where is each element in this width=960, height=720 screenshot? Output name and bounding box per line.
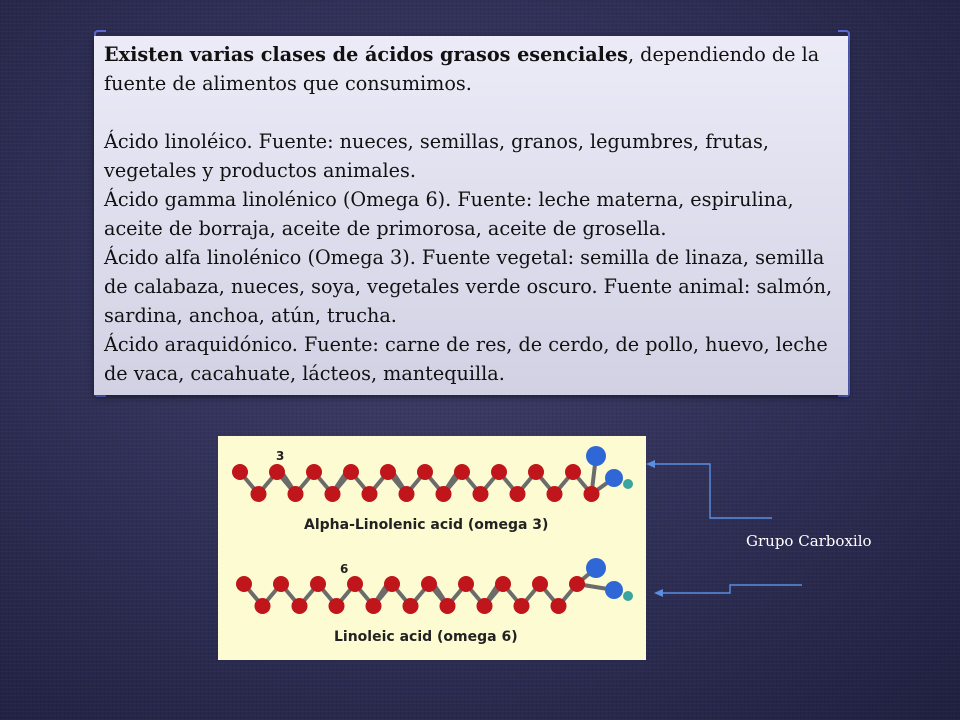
carbon-atom: [273, 576, 289, 592]
carbon-atom: [458, 576, 474, 592]
carbon-atom: [565, 464, 581, 480]
gamma-line: Ácido gamma linolénico (Omega 6). Fuente: leche materna, espirulina, aceite de borraja, aceite de primorosa, aceite de grosella.: [104, 188, 794, 240]
carbon-atom: [547, 486, 563, 502]
carbon-atom: [491, 464, 507, 480]
oxygen-atom: [586, 446, 606, 466]
carbon-atom: [362, 486, 378, 502]
molecule-diagram: [218, 436, 646, 660]
carbon-atom: [343, 464, 359, 480]
carbon-atom: [421, 576, 437, 592]
omega3-position-number: 3: [276, 449, 285, 463]
carbon-atom: [232, 464, 248, 480]
omega3-molecule: [232, 446, 633, 502]
hydrogen-atom: [623, 591, 633, 601]
carbon-atom: [329, 598, 345, 614]
oxygen-atom: [605, 469, 623, 487]
omega6-molecule: [236, 558, 633, 614]
carbon-atom: [269, 464, 285, 480]
arrow-line-lower: [660, 585, 802, 593]
omega3-label: Alpha-Linolenic acid (omega 3): [304, 517, 549, 533]
carbon-atom: [403, 598, 419, 614]
oxygen-atom: [586, 558, 606, 578]
carbon-atom: [288, 486, 304, 502]
carbon-atom: [454, 464, 470, 480]
carbon-atom: [255, 598, 271, 614]
arrow-head-lower: [654, 589, 663, 597]
carbon-atom: [551, 598, 567, 614]
carbon-atom: [366, 598, 382, 614]
paragraph-gap: [104, 98, 838, 127]
carboxyl-group-label: Grupo Carboxilo: [746, 532, 872, 550]
carbon-atom: [325, 486, 341, 502]
oxygen-atom: [605, 581, 623, 599]
content-textbox: [94, 36, 848, 395]
carbon-atom: [292, 598, 308, 614]
carbon-atom: [528, 464, 544, 480]
alfa-line: Ácido alfa linolénico (Omega 3). Fuente vegetal: semilla de linaza, semilla de calabaza, nueces, soya, vegetales verde oscuro. Fuente animal: salmón, sardina, anchoa, atún, trucha.: [104, 246, 833, 327]
carbon-atom: [380, 464, 396, 480]
carbon-atom: [584, 486, 600, 502]
intro-paragraph: [104, 40, 838, 98]
carbon-atom: [495, 576, 511, 592]
carbon-atom: [306, 464, 322, 480]
intro-bold-text: Existen varias clases de ácidos grasos esenciales: [104, 43, 628, 66]
carbon-atom: [236, 576, 252, 592]
omega6-label: Linoleic acid (omega 6): [334, 629, 518, 645]
carbon-atom: [399, 486, 415, 502]
carbon-atom: [384, 576, 400, 592]
carbon-atom: [310, 576, 326, 592]
carbon-atom: [532, 576, 548, 592]
carbon-atom: [347, 576, 363, 592]
omega6-position-number: 6: [340, 562, 349, 576]
carbon-atom: [514, 598, 530, 614]
carbon-atom: [251, 486, 267, 502]
intro-rest-text: , dependiendo de la fuente de alimentos que consumimos.: [104, 43, 820, 95]
carbon-atom: [477, 598, 493, 614]
carbon-atom: [510, 486, 526, 502]
linoleico-line: Ácido linoléico. Fuente: nueces, semillas, granos, legumbres, frutas, vegetales y productos animales.: [104, 130, 769, 182]
arrow-line-upper: [652, 464, 772, 518]
fatty-acid-figure: [218, 436, 646, 660]
carbon-atom: [569, 576, 585, 592]
araquidonico-line: Ácido araquidónico. Fuente: carne de res, de cerdo, de pollo, huevo, leche de vaca, cacahuate, lácteos, mantequilla.: [104, 333, 828, 385]
carbon-atom: [473, 486, 489, 502]
carbon-atom: [417, 464, 433, 480]
carbon-atom: [436, 486, 452, 502]
arrow-head-upper: [646, 460, 655, 468]
carbon-atom: [440, 598, 456, 614]
hydrogen-atom: [623, 479, 633, 489]
